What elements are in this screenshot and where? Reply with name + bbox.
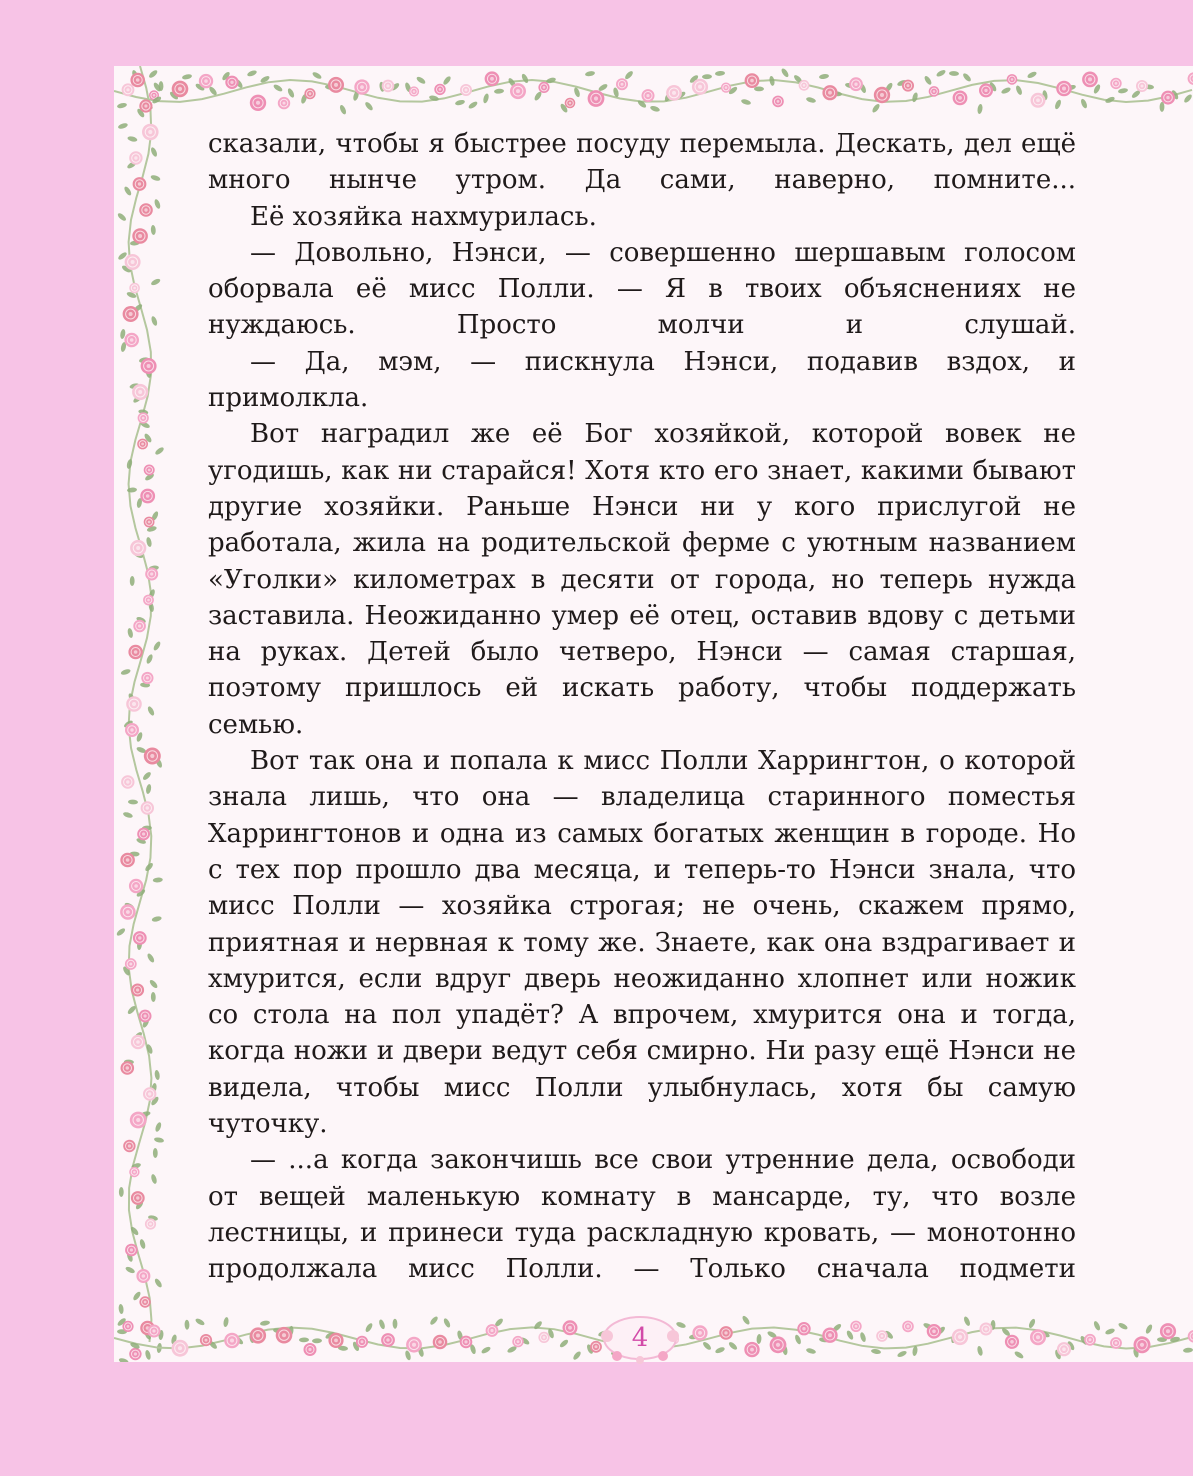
body-text <box>208 126 1076 1296</box>
rose-garland-icon <box>114 66 166 1362</box>
page-number-badge <box>595 1314 685 1364</box>
top-rose-garland <box>114 66 1193 116</box>
paragraph: Её хозяйка нахмурилась. <box>250 201 597 232</box>
paragraph: — ...а когда закончишь все свои утренние дела, освободи от вещей маленькую комнату в мансарде, ту, что возле лестницы, и принеси туда раскладную кровать, — монотонно продолжала мисс Полли. — Только сначала подмети <box>208 1145 1076 1285</box>
rose-garland-icon <box>114 66 1193 116</box>
paragraph: сказали, чтобы я быстрее посуду перемыла. Дескать, дел ещё много нынче утром. Да сами, наверно, помните... <box>208 129 1076 196</box>
paragraph: Вот так она и попала к мисс Полли Харрингтон, о которой знала лишь, что она — владелица старинного поместья Харрингтонов и одна из самых богатых женщин в городе. Но с тех пор прошло два месяца, и теперь-то Нэнси знала, что мисс Полли — хозяйка строгая; не очень, скажем прямо, приятная и нервная к тому же. Знаете, как она вздрагивает и хмурится, если вдруг дверь неожиданно хлопнет или ножик со стола на пол упадёт? А впрочем, хмурится она и тогда, когда ножи и двери ведут себя смирно. Ни разу ещё Нэнси не видела, чтобы мисс Полли улыбнулась, хотя бы самую чуточку. <box>208 746 1076 1140</box>
paragraph: — Да, мэм, — пискнула Нэнси, подавив вздох, и примолкла. <box>208 346 1076 414</box>
left-rose-garland <box>114 66 166 1362</box>
paragraph: — Довольно, Нэнси, — совершенно шершавым голосом оборвала её мисс Полли. — Я в твоих объяснениях не нуждаюсь. Просто молчи и слушай. <box>208 237 1076 341</box>
page-number: 4 <box>631 1323 649 1353</box>
paragraph: Вот наградил же её Бог хозяйкой, которой вовек не угодишь, как ни старайся! Хотя кто его знает, какими бывают другие хозяйки. Раньше Нэнси ни у кого прислугой не работала, жила на родительской ферме с уютным названием «Уголки» километрах в десяти от города, но теперь нужда заставила. Неожиданно умер её отец, оставив вдову с детьми на руках. Детей было четверо, Нэнси — самая старшая, поэтому пришлось ей искать работу, чтобы поддержать семью. <box>208 419 1076 740</box>
